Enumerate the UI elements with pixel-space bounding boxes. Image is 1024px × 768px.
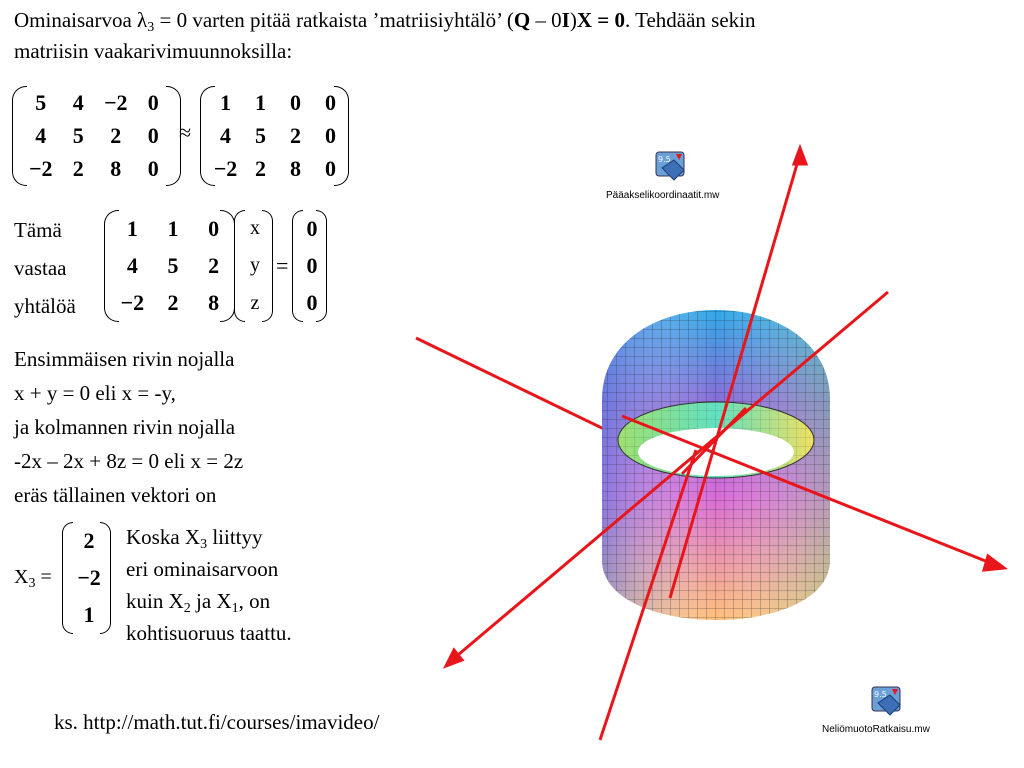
matrix-cell: y (250, 254, 260, 277)
matrix-cell: 2 (110, 122, 122, 148)
matrix-cell: 0 (306, 252, 318, 278)
matrix-cell: 0 (325, 156, 336, 182)
matrix-cell: 4 (220, 122, 231, 148)
explanation-text: Ensimmäisen rivin nojalla x + y = 0 eli x = -y, ja kolmannen rivin nojalla -2x – 2x + 8z = 0 eli x = 2z eräs tällainen vektori on (14, 347, 244, 507)
matrix-cell: 0 (306, 215, 318, 241)
x3-label: $X_3$ = (14, 566, 52, 591)
matrix-cell: 0 (325, 89, 336, 115)
matrix-cell: 4 (35, 122, 47, 148)
matrix-cell: 5 (167, 252, 179, 278)
vec-xyz-right-paren (262, 210, 273, 322)
matrix-cell: 8 (208, 290, 220, 316)
matrix-cell: 4 (126, 252, 138, 278)
matrix-cell: 1 (83, 602, 95, 628)
matrix-cell: 2 (83, 527, 95, 553)
x3-right-paren (100, 522, 111, 634)
intro-line-1: Ominaisarvoa $\lambda_3 = 0$ varten pitää ratkaista ’matriisiyhtälö’ (Q – 0I)X = 0. Tehdään sekin (14, 8, 756, 35)
cylinder-surface (602, 310, 830, 620)
equals-sign: = (276, 253, 289, 278)
matrix-b-right-paren (334, 86, 349, 186)
matrix-cell: 2 (208, 252, 220, 278)
matrix-cell: 5 (35, 89, 47, 115)
matrix-cell: −2 (77, 564, 101, 590)
matrix-cell: 0 (290, 89, 301, 115)
maple-file-icon[interactable] (654, 150, 690, 186)
approx-symbol: ≈ (179, 120, 192, 145)
arrow-head (984, 556, 1004, 570)
matrix-cell: 1 (220, 89, 231, 115)
matrix-cell: 1 (255, 89, 266, 115)
intro-line-2: matriisin vaakarivimuunnoksilla: (14, 39, 293, 63)
matrix-cell: 0 (306, 290, 318, 316)
vec-zero-right-paren (316, 210, 327, 322)
matrix-cell: x (250, 217, 260, 240)
coefficient-matrix (112, 210, 234, 322)
svg-text:9.5: 9.5 (874, 690, 887, 699)
cylinder-figure (400, 140, 1024, 760)
matrix-cell: 2 (290, 122, 301, 148)
file-label-top[interactable]: Pääakselikoordinaatit.mw (606, 190, 720, 201)
matrix-cell: 0 (147, 156, 159, 182)
matrix-cell: 2 (167, 290, 179, 316)
matrix-cell: 1 (167, 215, 179, 241)
matrix-cell: −2 (28, 156, 53, 182)
matrix-cell: −2 (213, 156, 238, 182)
orthogonality-note: Koska $X_3$ liittyy eri ominaisarvoon kuin $X_2$ ja $X_1$, on kohtisuoruus taattu. (126, 525, 292, 645)
matrix-cell: 2 (72, 156, 84, 182)
matrix-c-right-paren (220, 210, 235, 322)
matrix-cell: −2 (120, 290, 145, 316)
matrix-cell: 0 (325, 122, 336, 148)
matrix-cell: 0 (147, 89, 159, 115)
matrix-cell: 0 (208, 215, 220, 241)
matrix-cell: 4 (72, 89, 84, 115)
matrix-cell: 5 (72, 122, 84, 148)
matrix-cell: 1 (126, 215, 138, 241)
matrix-cell: z (250, 291, 260, 314)
matrix-cell: 8 (110, 156, 122, 182)
matrix-cell: 8 (290, 156, 301, 182)
file-label-bottom[interactable]: NeliömuotoRatkaisu.mw (822, 724, 930, 735)
matrix-cell: 2 (255, 156, 266, 182)
lambda-symbol: λ (137, 8, 148, 32)
matrix-b (208, 86, 348, 186)
svg-text:9.5: 9.5 (658, 155, 671, 164)
course-link[interactable]: ks. http://math.tut.fi/courses/imavideo/ (54, 710, 380, 734)
matrix-cell: −2 (103, 89, 128, 115)
matrix-cell: 5 (255, 122, 266, 148)
intro-text (14, 8, 756, 70)
arrow-head (794, 148, 806, 164)
maple-file-icon[interactable] (870, 685, 906, 721)
matrix-a (22, 86, 172, 186)
equation-intro: Tämä vastaa yhtälöä (14, 218, 76, 318)
matrix-cell: 0 (147, 122, 159, 148)
